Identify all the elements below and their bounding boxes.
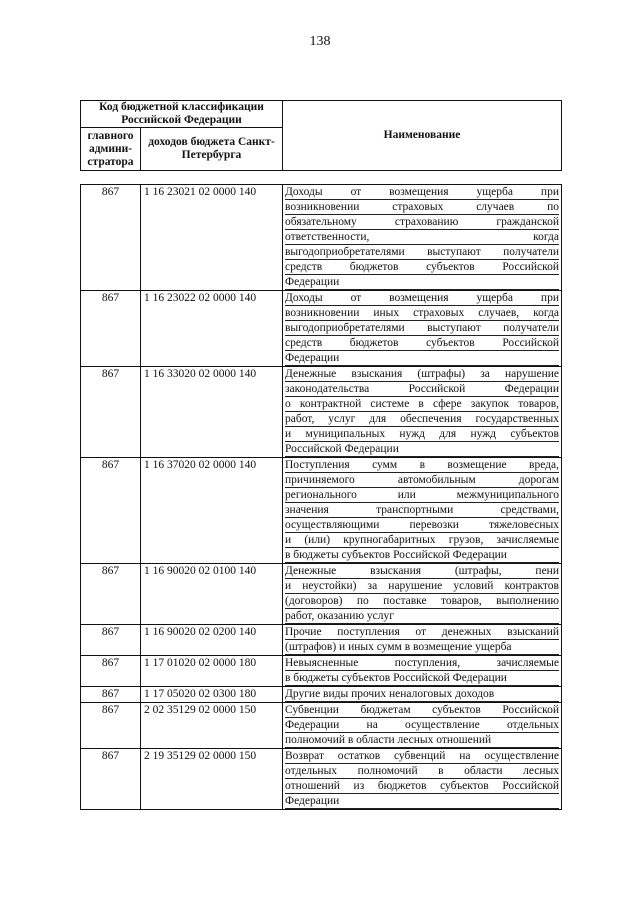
header-name: Наименование xyxy=(283,101,562,171)
admin-code-cell: 867 xyxy=(81,687,141,703)
page-number: 138 xyxy=(309,34,331,49)
name-line: Федерации xyxy=(285,275,559,290)
name-line: Возврат остатков субвенций на осуществление xyxy=(285,750,559,762)
name-line: в бюджеты субъектов Российской Федерации xyxy=(285,548,559,563)
name-line: законодательства Российской Федерации xyxy=(285,383,559,395)
name-line: и муниципальных нужд для нужд субъектов xyxy=(285,428,559,440)
name-line: ответственности, когда xyxy=(285,231,559,243)
admin-code-cell: 867 xyxy=(81,749,141,810)
admin-code-cell: 867 xyxy=(81,458,141,564)
table-row xyxy=(81,185,562,291)
income-code-cell: 1 16 23022 02 0000 140 xyxy=(141,291,283,367)
name-line: возникновении страховых случаев по xyxy=(285,201,559,213)
table-row xyxy=(81,625,562,656)
income-code-cell: 1 16 90020 02 0100 140 xyxy=(141,564,283,625)
table-row xyxy=(81,749,562,810)
table-header xyxy=(80,100,562,171)
name-line: работ, услуг для обеспечения государственных xyxy=(285,413,559,425)
name-line: о контрактной системе в сфере закупок товаров, xyxy=(285,398,559,410)
name-line: отношений из бюджетов субъектов Российской xyxy=(285,780,559,792)
name-line: Федерации xyxy=(285,794,559,809)
name-line: полномочий в области лесных отношений xyxy=(285,733,559,748)
name-cell xyxy=(283,291,562,367)
table-row xyxy=(81,367,562,458)
name-line: выгодоприобретателями выступают получатели xyxy=(285,246,559,258)
name-cell xyxy=(283,703,562,749)
name-line: Прочие поступления от денежных взысканий xyxy=(285,626,559,638)
name-line: возникновении иных страховых случаев, когда xyxy=(285,307,559,319)
table-row xyxy=(81,291,562,367)
name-line: Денежные взыскания (штрафы) за нарушение xyxy=(285,368,559,380)
name-cell xyxy=(283,185,562,291)
name-line: Невыясненные поступления, зачисляемые xyxy=(285,657,559,669)
table-body xyxy=(81,185,562,810)
name-cell xyxy=(283,687,562,703)
table-row xyxy=(81,458,562,564)
admin-code-cell: 867 xyxy=(81,291,141,367)
name-line: осуществляющими перевозки тяжеловесных xyxy=(285,519,559,531)
name-line: Денежные взыскания (штрафы, пени xyxy=(285,565,559,577)
name-line: Субвенции бюджетам субъектов Российской xyxy=(285,704,559,716)
income-code-cell: 1 17 05020 02 0300 180 xyxy=(141,687,283,703)
header-income: доходов бюджета Санкт-Петербурга xyxy=(141,128,283,171)
name-cell xyxy=(283,656,562,687)
income-code-cell: 1 16 33020 02 0000 140 xyxy=(141,367,283,458)
admin-code-cell: 867 xyxy=(81,703,141,749)
table-row xyxy=(81,703,562,749)
name-line: отдельных полномочий в области лесных xyxy=(285,765,559,777)
name-line: Российской Федерации xyxy=(285,442,559,457)
name-cell xyxy=(283,564,562,625)
income-code-cell: 1 16 23021 02 0000 140 xyxy=(141,185,283,291)
admin-code-cell: 867 xyxy=(81,625,141,656)
name-line: средств бюджетов субъектов Российской xyxy=(285,261,559,273)
income-code-cell: 2 02 35129 02 0000 150 xyxy=(141,703,283,749)
income-code-cell: 1 16 90020 02 0200 140 xyxy=(141,625,283,656)
header-code-group: Код бюджетной классификации Российской Федерации xyxy=(81,101,283,128)
name-line: Поступления сумм в возмещение вреда, xyxy=(285,459,559,471)
income-code-cell: 2 19 35129 02 0000 150 xyxy=(141,749,283,810)
income-code-cell: 1 16 37020 02 0000 140 xyxy=(141,458,283,564)
admin-code-cell: 867 xyxy=(81,367,141,458)
name-cell xyxy=(283,625,562,656)
table-row xyxy=(81,564,562,625)
name-cell xyxy=(283,367,562,458)
name-cell xyxy=(283,749,562,810)
name-line: значения транспортными средствами, xyxy=(285,504,559,516)
name-line: регионального или межмуниципального xyxy=(285,489,559,501)
budget-code-table xyxy=(80,184,562,810)
table-row xyxy=(81,687,562,703)
name-line: (штрафов) и иных сумм в возмещение ущерба xyxy=(285,640,559,655)
header-admin: главного админи-стратора xyxy=(81,128,141,171)
income-code-cell: 1 17 01020 02 0000 180 xyxy=(141,656,283,687)
name-line: Доходы от возмещения ущерба при xyxy=(285,186,559,198)
name-line: в бюджеты субъектов Российской Федерации xyxy=(285,671,559,686)
table-row xyxy=(81,656,562,687)
admin-code-cell: 867 xyxy=(81,656,141,687)
name-line: средств бюджетов субъектов Российской xyxy=(285,337,559,349)
name-line: и (или) крупногабаритных грузов, зачисляемые xyxy=(285,534,559,546)
name-line: Доходы от возмещения ущерба при xyxy=(285,292,559,304)
name-line: работ, оказанию услуг xyxy=(285,609,559,624)
admin-code-cell: 867 xyxy=(81,185,141,291)
name-line: Федерации на осуществление отдельных xyxy=(285,719,559,731)
name-line: (договоров) по поставке товаров, выполнению xyxy=(285,595,559,607)
admin-code-cell: 867 xyxy=(81,564,141,625)
name-line: Другие виды прочих неналоговых доходов xyxy=(285,687,559,702)
name-line: выгодоприобретателями выступают получатели xyxy=(285,322,559,334)
name-line: и неустойки) за нарушение условий контрактов xyxy=(285,580,559,592)
name-line: причиняемого автомобильным дорогам xyxy=(285,474,559,486)
name-cell xyxy=(283,458,562,564)
name-line: Федерации xyxy=(285,351,559,366)
name-line: обязательному страхованию гражданской xyxy=(285,216,559,228)
